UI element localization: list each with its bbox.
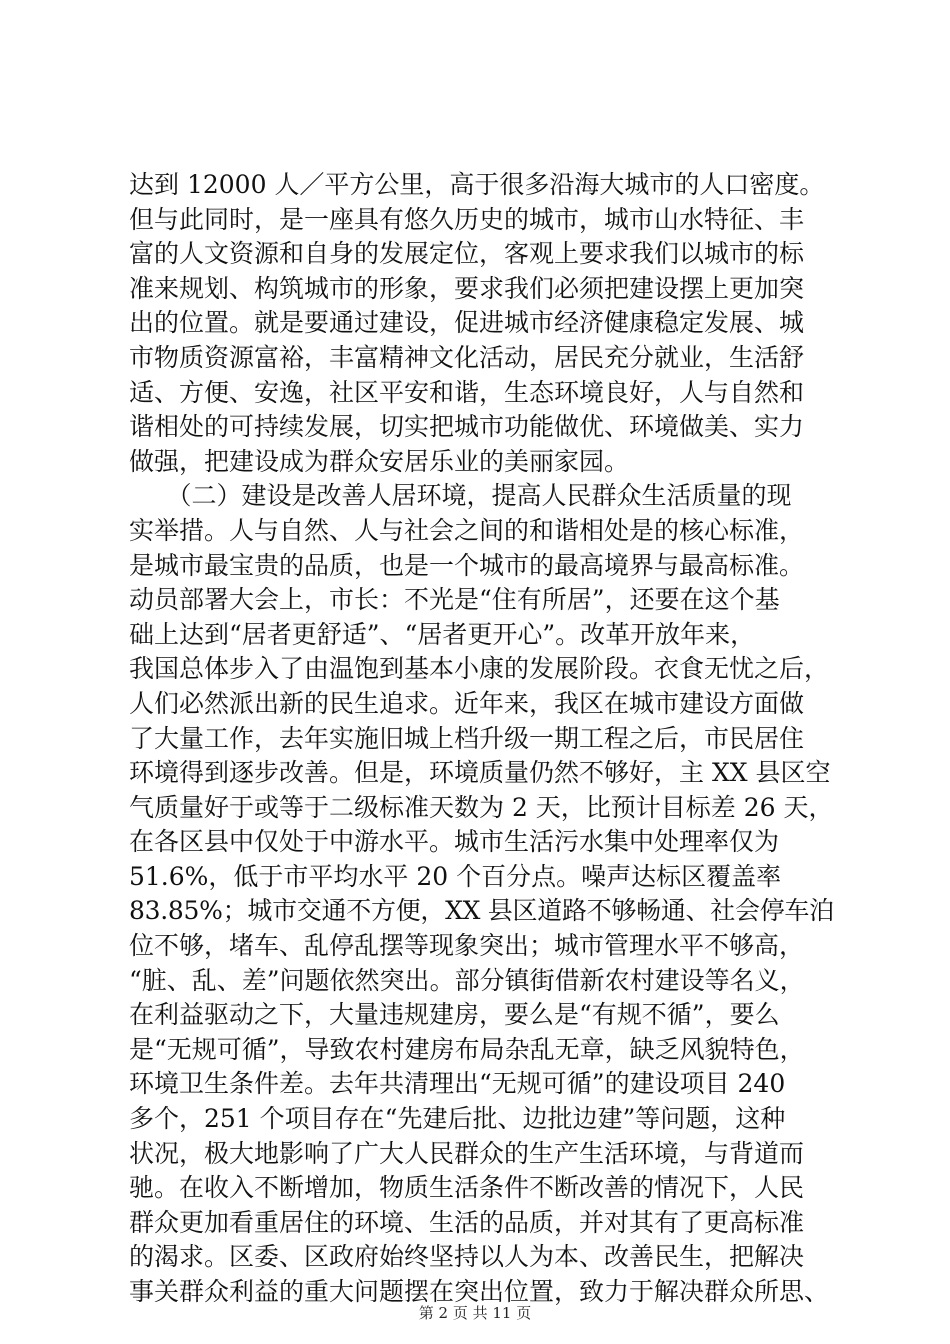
text-line: 位不够，堵车、乱停乱摆等现象突出；城市管理水平不够高， [129,931,805,961]
text-line: 是城市最宝贵的品质，也是一个城市的最高境界与最高标准。 [129,550,805,580]
text-line: 市物质资源富裕，丰富精神文化活动，居民充分就业，生活舒 [129,342,805,372]
text-line: 我国总体步入了由温饱到基本小康的发展阶段。衣食无忧之后， [129,654,830,684]
text-line: 但与此同时，是一座具有悠久历史的城市，城市山水特征、丰 [129,204,805,234]
body-text [129,168,834,1310]
text-line: 富的人文资源和自身的发展定位，客观上要求我们以城市的标 [129,239,805,269]
text-line: 环境卫生条件差。去年共清理出“无规可循”的建设项目 240 [129,1069,786,1099]
text-line: 做强，把建设成为群众安居乐业的美丽家园。 [129,446,630,476]
text-line: 础上达到“居者更舒适”、“居者更开心”。改革开放年来， [129,619,756,649]
text-line: 谐相处的可持续发展，切实把城市功能做优、环境做美、实力 [129,412,805,442]
text-line: 状况，极大地影响了广大人民群众的生产生活环境，与背道而 [129,1138,805,1168]
text-line: “脏、乱、差”问题依然突出。部分镇街借新农村建设等名义， [129,965,805,995]
text-line: 达到 12000 人／平方公里，高于很多沿海大城市的人口密度。 [129,170,825,199]
text-line: 准来规划、构筑城市的形象，要求我们必须把建设摆上更加突 [129,273,805,303]
text-line: 事关群众利益的重大问题摆在突出位置，致力于解决群众所思、 [129,1277,830,1306]
text-line: 多个，251 个项目存在“先建后批、边批边建”等问题，这种 [129,1104,786,1134]
page-footer: 第 2 页 共 11 页 [418,1304,532,1322]
text-line: 气质量好于或等于二级标准天数为 2 天，比预计目标差 26 天， [129,792,834,822]
text-line: 群众更加看重居住的环境、生活的品质，并对其有了更高标准 [129,1207,805,1237]
text-line: 实举措。人与自然、人与社会之间的和谐相处是的核心标准， [129,515,805,545]
text-line: 驰。在收入不断增加，物质生活条件不断改善的情况下，人民 [129,1173,805,1203]
text-line: 是“无规可循”，导致农村建房布局杂乱无章，缺乏风貌特色， [129,1034,805,1064]
text-line: 在利益驱动之下，大量违规建房，要么是“有规不循”，要么 [129,1000,780,1030]
text-line: 人们必然派出新的民生追求。近年来，我区在城市建设方面做 [129,688,805,718]
text-line: 出的位置。就是要通过建设，促进城市经济健康稳定发展、城 [129,308,805,338]
text-line: 83.85%；城市交通不方便，XX 县区道路不够畅通、社会停车泊 [129,896,834,926]
text-line: 51.6%，低于市平均水平 20 个百分点。噪声达标区覆盖率 [129,861,782,891]
text-line: 适、方便、安逸，社区平安和谐，生态环境良好，人与自然和 [129,377,805,407]
text-line: 动员部署大会上，市长：不光是“住有所居”，还要在这个基 [129,585,780,615]
text-line: 了大量工作，去年实施旧城上档升级一期工程之后，市民居住 [129,723,805,753]
text-line: （二）建设是改善人居环境，提高人民群众生活质量的现 [129,481,792,511]
text-line: 的渴求。区委、区政府始终坚持以人为本、改善民生，把解决 [129,1242,805,1272]
text-line: 在各区县中仅处于中游水平。城市生活污水集中处理率仅为 [129,827,780,857]
text-line: 环境得到逐步改善。但是，环境质量仍然不够好，主 XX 县区空 [129,758,831,788]
